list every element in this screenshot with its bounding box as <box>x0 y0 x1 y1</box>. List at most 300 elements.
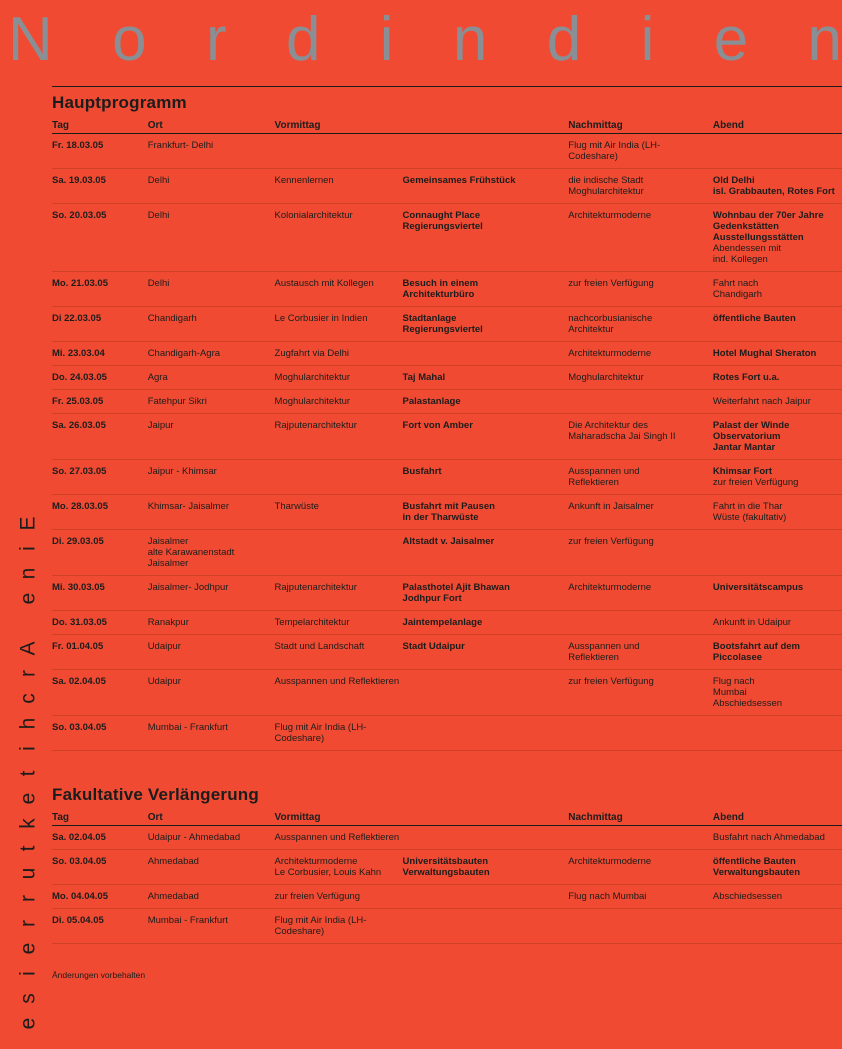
cell-line: Palastanlage <box>402 396 461 407</box>
cell-line: Ausstellungsstätten <box>712 232 804 243</box>
vormittag-plain <box>275 372 403 383</box>
title-letter: N <box>8 5 53 74</box>
cell-vormittag <box>275 670 569 716</box>
cell-tag <box>52 716 148 751</box>
vormittag-highlight <box>403 856 563 878</box>
vormittag-plain <box>275 536 403 547</box>
vormittag-plain <box>275 420 403 431</box>
cell-vormittag <box>275 909 569 944</box>
cell-abend <box>713 307 842 342</box>
title-letter: o <box>112 5 147 74</box>
cell-line: Kennenlernen <box>274 175 334 186</box>
cell-nachmittag <box>568 495 713 530</box>
table-row <box>52 342 842 366</box>
title-letter: n <box>807 5 842 74</box>
cell-nachmittag <box>568 530 713 576</box>
cell-line: Gemeinsames Frühstück <box>402 175 516 186</box>
title-letter: i <box>640 5 655 74</box>
cell-tag <box>52 134 148 169</box>
section-hauptprogramm <box>52 86 842 751</box>
table-header-row <box>52 119 842 134</box>
vormittag-highlight <box>403 832 563 843</box>
table-row <box>52 635 842 670</box>
cell-line: Maharadscha Jai Singh II <box>568 431 676 442</box>
cell-line: zur freien Verfügung <box>712 477 799 488</box>
vormittag-plain <box>275 891 403 902</box>
cell-line: Delhi <box>147 278 170 289</box>
cell-line: Fort von Amber <box>402 420 473 431</box>
cell-ort <box>148 495 275 530</box>
cell-line: Udaipur <box>147 676 181 687</box>
cell-line: Delhi <box>147 210 170 221</box>
cell-line: Delhi <box>147 175 170 186</box>
cell-line: Stadtanlage <box>402 313 457 324</box>
cell-line: Palast der Winde <box>712 420 790 431</box>
cell-line: Verwaltungsbauten <box>402 867 490 878</box>
cell-abend <box>713 530 842 576</box>
cell-line: Mumbai <box>712 687 747 698</box>
cell-tag <box>52 169 148 204</box>
cell-tag <box>52 272 148 307</box>
cell-vormittag <box>275 495 569 530</box>
vormittag-columns <box>275 501 563 523</box>
cell-ort <box>148 530 275 576</box>
cell-line: öffentliche Bauten <box>712 313 796 324</box>
cell-line: Taj Mahal <box>402 372 446 383</box>
vormittag-highlight <box>403 210 563 232</box>
title-letter: i <box>379 5 394 74</box>
cell-abend <box>713 460 842 495</box>
cell-line: Tharwüste <box>274 501 319 512</box>
cell-nachmittag <box>568 670 713 716</box>
cell-line: Ankunft in Udaipur <box>712 617 792 628</box>
cell-abend <box>713 850 842 885</box>
cell-ort <box>148 885 275 909</box>
vormittag-highlight <box>403 641 563 652</box>
cell-line: Weiterfahrt nach Jaipur <box>712 396 811 407</box>
cell-line: Hotel Mughal Sheraton <box>712 348 817 359</box>
side-title-letter: i <box>16 971 40 976</box>
cell-line: Ausspannen und <box>568 466 640 477</box>
cell-abend <box>713 414 842 460</box>
cell-line: Jaipur - Khimsar <box>147 466 217 477</box>
cell-line: Moghularchitektur <box>274 372 351 383</box>
cell-line: So. 20.03.05 <box>52 210 107 221</box>
cell-line: Tempelarchitektur <box>274 617 350 628</box>
column-header-ort: Ort <box>148 119 275 134</box>
cell-line: Universitätscampus <box>712 582 804 593</box>
schedule-table-main <box>52 119 842 751</box>
cell-line: So. 03.04.05 <box>52 722 107 733</box>
side-title-letter: h <box>16 717 40 730</box>
cell-abend <box>713 366 842 390</box>
cell-line: Architekturmoderne <box>568 210 652 221</box>
cell-line: Flug nach <box>712 676 755 687</box>
cell-line: Kolonialarchitektur <box>274 210 353 221</box>
cell-abend <box>713 134 842 169</box>
vormittag-plain <box>275 396 403 407</box>
vormittag-highlight <box>403 501 563 523</box>
vormittag-highlight <box>403 617 563 628</box>
vormittag-columns <box>275 372 563 383</box>
table-row <box>52 495 842 530</box>
cell-line: Khimsar Fort <box>712 466 773 477</box>
cell-abend <box>713 826 842 850</box>
cell-abend <box>713 716 842 751</box>
cell-line: Gedenkstätten <box>712 221 779 232</box>
table-row <box>52 885 842 909</box>
cell-abend <box>713 909 842 944</box>
cell-line: Palasthotel Ajit Bhawan <box>402 582 510 593</box>
cell-nachmittag <box>568 611 713 635</box>
cell-nachmittag <box>568 885 713 909</box>
table-row <box>52 390 842 414</box>
cell-line: Jaisalmer- Jodhpur <box>147 582 229 593</box>
side-title-letter: r <box>16 920 40 927</box>
cell-line: Mo. 04.04.05 <box>52 891 108 902</box>
cell-line: Flug mit Air India (LH-Codeshare) <box>274 915 367 937</box>
title-letter: e <box>713 5 749 74</box>
cell-line: Abendessen mit <box>712 243 782 254</box>
cell-line: Old Delhi <box>712 175 755 186</box>
cell-line: Ranakpur <box>147 617 189 628</box>
cell-line: Wüste (fakultativ) <box>712 512 787 523</box>
cell-ort <box>148 716 275 751</box>
column-header-vormittag: Vormittag <box>275 119 569 134</box>
cell-line: Besuch in einem <box>402 278 479 289</box>
vormittag-columns <box>275 175 563 186</box>
cell-abend <box>713 635 842 670</box>
cell-ort <box>148 414 275 460</box>
cell-line: Rajputenarchitektur <box>274 420 357 431</box>
table-row <box>52 850 842 885</box>
vormittag-plain <box>275 915 403 937</box>
cell-line: Reflektieren <box>568 652 619 663</box>
cell-vormittag <box>275 134 569 169</box>
cell-line: Fahrt nach <box>712 278 759 289</box>
table-row <box>52 611 842 635</box>
cell-ort <box>148 826 275 850</box>
cell-line: Ahmedabad <box>147 891 199 902</box>
side-title-letter: k <box>16 818 40 829</box>
cell-vormittag <box>275 635 569 670</box>
cell-line: Mumbai - Frankfurt <box>147 915 228 926</box>
cell-line: isl. Grabbauten, Rotes Fort <box>712 186 835 197</box>
vormittag-columns <box>275 832 563 843</box>
vormittag-highlight <box>403 420 563 431</box>
cell-line: Zugfahrt via Delhi <box>274 348 349 359</box>
section-title-optional: Fakultative Verlängerung <box>52 785 259 804</box>
cell-tag <box>52 342 148 366</box>
cell-line: Die Architektur des <box>568 420 648 431</box>
cell-line: Ausspannen und Reflektieren <box>274 676 400 687</box>
cell-nachmittag <box>568 390 713 414</box>
cell-ort <box>148 460 275 495</box>
vormittag-plain <box>275 617 403 628</box>
cell-line: Stadt und Landschaft <box>274 641 365 652</box>
cell-nachmittag <box>568 826 713 850</box>
cell-line: Observatorium <box>712 431 781 442</box>
cell-nachmittag <box>568 307 713 342</box>
cell-line: Moghularchitektur <box>568 372 644 383</box>
side-title-letter: r <box>16 895 40 902</box>
side-title-letter: E <box>16 516 40 531</box>
cell-line: Jodhpur Fort <box>402 593 462 604</box>
cell-line: Busfahrt nach Ahmedabad <box>712 832 825 843</box>
side-title-letter: t <box>16 845 40 852</box>
cell-vormittag <box>275 307 569 342</box>
cell-line: Rajputenarchitektur <box>274 582 357 593</box>
cell-line: Jaisalmer <box>147 558 189 569</box>
vormittag-plain <box>275 582 403 604</box>
cell-line: Frankfurt- Delhi <box>147 140 214 151</box>
cell-line: Ausspannen und Reflektieren <box>274 832 400 843</box>
cell-vormittag <box>275 414 569 460</box>
cell-vormittag <box>275 169 569 204</box>
vormittag-plain <box>275 501 403 523</box>
side-title-letter: e <box>16 592 40 605</box>
vormittag-columns <box>275 396 563 407</box>
title-letter: d <box>285 5 321 74</box>
column-header-vormittag: Vormittag <box>275 811 569 826</box>
vormittag-plain <box>275 856 403 878</box>
cell-tag <box>52 414 148 460</box>
cell-line: Khimsar- Jaisalmer <box>147 501 229 512</box>
table-row <box>52 530 842 576</box>
cell-line: zur freien Verfügung <box>568 278 654 289</box>
cell-abend <box>713 885 842 909</box>
cell-line: So. 27.03.05 <box>52 466 107 477</box>
cell-line: nachcorbusianische <box>568 313 653 324</box>
cell-vormittag <box>275 826 569 850</box>
cell-abend <box>713 342 842 366</box>
cell-vormittag <box>275 366 569 390</box>
vormittag-columns <box>275 891 563 902</box>
cell-line: Chandigarh <box>147 313 197 324</box>
cell-line: Fr. 25.03.05 <box>52 396 104 407</box>
cell-vormittag <box>275 530 569 576</box>
cell-line: Chandigarh <box>712 289 763 300</box>
section-fakultative-verlaengerung <box>52 785 842 944</box>
section-title-main: Hauptprogramm <box>52 93 187 112</box>
vormittag-columns <box>275 313 563 335</box>
cell-vormittag <box>275 716 569 751</box>
vormittag-plain <box>275 278 403 300</box>
cell-line: Di. 05.04.05 <box>52 915 104 926</box>
cell-vormittag <box>275 460 569 495</box>
content-area <box>52 86 842 980</box>
cell-line: Ahmedabad <box>147 856 199 867</box>
vormittag-columns <box>275 420 563 431</box>
vormittag-highlight <box>403 536 563 547</box>
cell-line: Connaught Place <box>402 210 481 221</box>
cell-line: Mi. 30.03.05 <box>52 582 105 593</box>
cell-line: Wohnbau der 70er Jahre <box>712 210 824 221</box>
vormittag-plain <box>275 832 403 843</box>
cell-line: Mo. 28.03.05 <box>52 501 108 512</box>
side-title-letter: u <box>16 867 40 880</box>
cell-tag <box>52 204 148 272</box>
cell-tag <box>52 635 148 670</box>
cell-line: Sa. 26.03.05 <box>52 420 106 431</box>
cell-line: Architekturbüro <box>402 289 475 300</box>
vormittag-plain <box>275 175 403 186</box>
side-title-letter: i <box>16 746 40 751</box>
cell-line: Fahrt in die Thar <box>712 501 783 512</box>
cell-ort <box>148 909 275 944</box>
table-row <box>52 909 842 944</box>
vormittag-columns <box>275 210 563 232</box>
cell-nachmittag <box>568 134 713 169</box>
cell-ort <box>148 134 275 169</box>
cell-tag <box>52 460 148 495</box>
cell-ort <box>148 635 275 670</box>
cell-abend <box>713 169 842 204</box>
table-row <box>52 169 842 204</box>
vormittag-highlight <box>403 313 563 335</box>
cell-line: alte Karawanenstadt <box>147 547 235 558</box>
cell-tag <box>52 366 148 390</box>
vormittag-highlight <box>403 372 563 383</box>
cell-line: Sa. 02.04.05 <box>52 832 106 843</box>
cell-vormittag <box>275 342 569 366</box>
table-row <box>52 204 842 272</box>
vormittag-columns <box>275 676 563 687</box>
vormittag-columns <box>275 641 563 652</box>
cell-line: Udaipur - Ahmedabad <box>147 832 241 843</box>
cell-line: Le Corbusier in Indien <box>274 313 368 324</box>
cell-line: Architekturmoderne <box>568 856 652 867</box>
cell-tag <box>52 495 148 530</box>
cell-nachmittag <box>568 342 713 366</box>
cell-line: Fr. 18.03.05 <box>52 140 104 151</box>
vormittag-highlight <box>403 582 563 604</box>
cell-line: Do. 31.03.05 <box>52 617 107 628</box>
cell-nachmittag <box>568 909 713 944</box>
table-row <box>52 670 842 716</box>
cell-line: Le Corbusier, Louis Kahn <box>274 867 382 878</box>
cell-tag <box>52 530 148 576</box>
cell-line: Regierungsviertel <box>402 221 483 232</box>
cell-vormittag <box>275 390 569 414</box>
vormittag-highlight <box>403 915 563 937</box>
cell-line: zur freien Verfügung <box>568 676 654 687</box>
vormittag-columns <box>275 617 563 628</box>
vertical-side-title <box>8 86 48 1036</box>
side-title-letter: i <box>16 546 40 551</box>
cell-line: ind. Kollegen <box>712 254 768 265</box>
cell-line: Mi. 23.03.04 <box>52 348 105 359</box>
vormittag-columns <box>275 466 563 477</box>
cell-nachmittag <box>568 635 713 670</box>
cell-ort <box>148 850 275 885</box>
table-row <box>52 272 842 307</box>
cell-line: Fatehpur Sikri <box>147 396 207 407</box>
vormittag-columns <box>275 536 563 547</box>
cell-line: Jaisalmer <box>147 536 189 547</box>
side-title-letter: e <box>16 942 40 955</box>
cell-vormittag <box>275 850 569 885</box>
vormittag-plain <box>275 210 403 232</box>
column-header-nachmittag: Nachmittag <box>568 811 713 826</box>
side-title-letter: c <box>16 693 40 704</box>
vormittag-columns <box>275 582 563 604</box>
cell-tag <box>52 850 148 885</box>
column-header-tag: Tag <box>52 811 148 826</box>
cell-nachmittag <box>568 460 713 495</box>
cell-line: Sa. 02.04.05 <box>52 676 106 687</box>
cell-tag <box>52 826 148 850</box>
cell-abend <box>713 670 842 716</box>
cell-tag <box>52 909 148 944</box>
cell-line: Verwaltungsbauten <box>712 867 801 878</box>
cell-ort <box>148 342 275 366</box>
side-title-letter: n <box>16 567 40 580</box>
cell-abend <box>713 272 842 307</box>
vormittag-columns <box>275 856 563 878</box>
cell-vormittag <box>275 204 569 272</box>
cell-nachmittag <box>568 204 713 272</box>
cell-line: Rotes Fort u.a. <box>712 372 780 383</box>
cell-line: Do. 24.03.05 <box>52 372 107 383</box>
cell-line: Udaipur <box>147 641 181 652</box>
vormittag-plain <box>275 466 403 477</box>
cell-line: Regierungsviertel <box>402 324 483 335</box>
cell-line: Altstadt v. Jaisalmer <box>402 536 495 547</box>
cell-line: Architektur <box>568 324 614 335</box>
cell-nachmittag <box>568 366 713 390</box>
cell-tag <box>52 670 148 716</box>
column-header-abend: Abend <box>713 119 842 134</box>
side-title-letter: r <box>16 670 40 677</box>
table-row <box>52 307 842 342</box>
cell-line: Ankunft in Jaisalmer <box>568 501 654 512</box>
vormittag-highlight <box>403 396 563 407</box>
cell-ort <box>148 670 275 716</box>
cell-ort <box>148 307 275 342</box>
vormittag-highlight <box>403 466 563 477</box>
cell-nachmittag <box>568 850 713 885</box>
cell-line: Architekturmoderne <box>274 856 358 867</box>
table-row <box>52 576 842 611</box>
cell-line: So. 03.04.05 <box>52 856 107 867</box>
side-title-letter: A <box>16 641 40 656</box>
vormittag-highlight <box>403 348 563 359</box>
cell-ort <box>148 366 275 390</box>
side-title-letter: t <box>16 770 40 777</box>
cell-vormittag <box>275 576 569 611</box>
cell-line: Di. 29.03.05 <box>52 536 104 547</box>
table-row <box>52 826 842 850</box>
table-row <box>52 414 842 460</box>
cell-line: Jaintempelanlage <box>402 617 483 628</box>
vormittag-plain <box>275 641 403 652</box>
cell-vormittag <box>275 272 569 307</box>
vormittag-highlight <box>403 278 563 300</box>
vormittag-plain <box>275 313 403 335</box>
cell-tag <box>52 576 148 611</box>
cell-line: Flug mit Air India (LH-Codeshare) <box>274 722 367 744</box>
cell-line: Flug nach Mumbai <box>568 891 647 902</box>
cell-ort <box>148 576 275 611</box>
cell-line: Reflektieren <box>568 477 619 488</box>
title-letter: d <box>546 5 582 74</box>
title-letter: n <box>452 5 488 74</box>
cell-line: Agra <box>147 372 168 383</box>
cell-line: Architekturmoderne <box>568 582 652 593</box>
cell-ort <box>148 204 275 272</box>
cell-abend <box>713 495 842 530</box>
